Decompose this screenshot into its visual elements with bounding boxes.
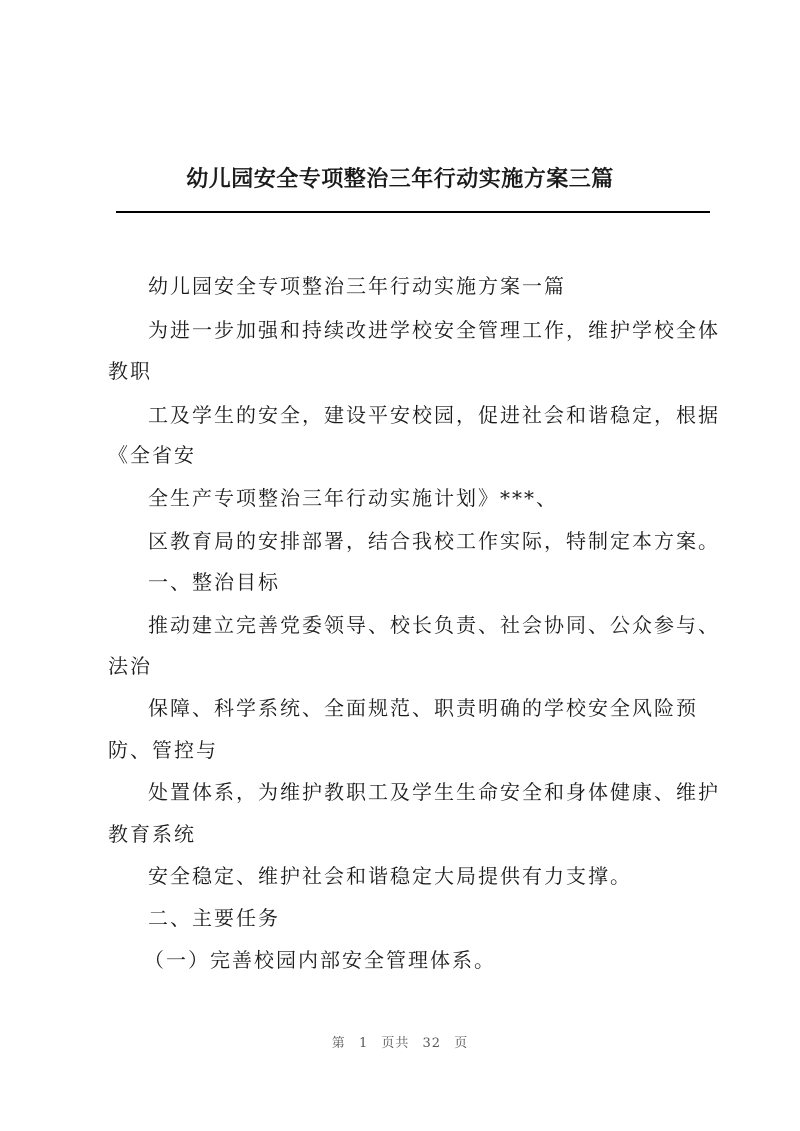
body-line: 处置体系，为维护教职工及学生生命安全和身体健康、维护 — [148, 780, 720, 804]
footer-total-pages: 32 — [422, 1036, 442, 1051]
body-line: 教职 — [108, 359, 152, 383]
footer-end-label: 页 — [454, 1036, 469, 1051]
body-line: 幼儿园安全专项整治三年行动实施方案一篇 — [148, 274, 566, 298]
body-line: 教育系统 — [108, 822, 196, 846]
body-line: 区教育局的安排部署，结合我校工作实际，特制定本方案。 — [148, 529, 720, 553]
body-line: 安全稳定、维护社会和谐稳定大局提供有力支撑。 — [148, 864, 632, 888]
document-title: 幼儿园安全专项整治三年行动实施方案三篇 — [186, 166, 614, 192]
subsection-heading: （一）完善校园内部安全管理体系。 — [144, 948, 496, 972]
footer-mid-label: 页共 — [381, 1036, 410, 1051]
footer-page-label: 第 — [331, 1036, 346, 1051]
footer-page-number: 1 — [358, 1036, 369, 1051]
body-line: 法治 — [108, 654, 152, 678]
body-line: 保障、科学系统、全面规范、职责明确的学校安全风险预 — [148, 696, 698, 720]
body-line: 全生产专项整治三年行动实施计划》***、 — [148, 486, 558, 510]
title-divider — [116, 211, 710, 213]
page-footer — [0, 1032, 800, 1051]
section-heading: 一、整治目标 — [148, 570, 280, 594]
section-heading: 二、主要任务 — [148, 906, 280, 930]
body-line: 防、管控与 — [108, 738, 218, 762]
body-line: 《全省安 — [108, 443, 196, 467]
body-line: 为进一步加强和持续改进学校安全管理工作，维护学校全体 — [148, 318, 720, 342]
body-line: 工及学生的安全，建设平安校园，促进社会和谐稳定，根据 — [148, 403, 720, 427]
body-line: 推动建立完善党委领导、校长负责、社会协同、公众参与、 — [148, 613, 720, 637]
